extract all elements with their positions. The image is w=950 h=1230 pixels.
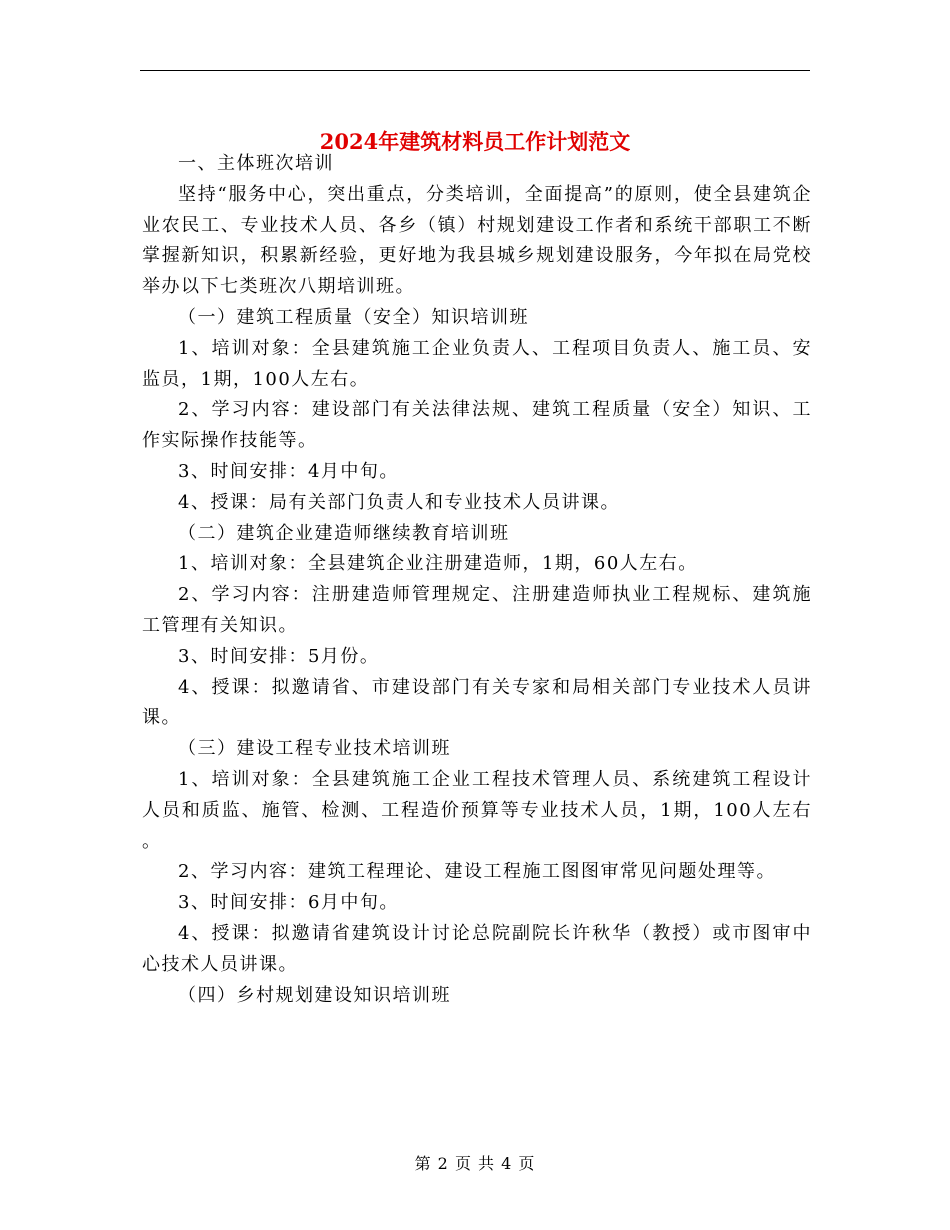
section-heading: 一、主体班次培训 [178, 153, 334, 174]
subsection-heading: （一）建筑工程质量（安全）知识培训班 [178, 306, 529, 328]
header-rule [140, 70, 810, 71]
list-item: 1、培训对象：全县建筑企业注册建造师，1期，60人左右。 [178, 553, 698, 575]
list-item: 2、学习内容：建筑工程理论、建设工程施工图图审常见问题处理等。 [178, 861, 776, 883]
subsection-heading: （四）乡村规划建设知识培训班 [178, 984, 451, 1006]
list-item: 3、时间安排：4月中旬。 [178, 460, 399, 482]
page-number-footer: 第 2 页 共 4 页 [414, 1154, 536, 1173]
list-item: 1、培训对象：全县建筑施工企业负责人、工程项目负责人、施工员、安监员，1期，100人左右。 [142, 337, 812, 390]
subsection-heading: （三）建设工程专业技术培训班 [178, 738, 451, 760]
list-item: 2、学习内容：建设部门有关法律法规、建筑工程质量（安全）知识、工作实际操作技能等。 [142, 399, 812, 452]
list-item: 3、时间安排：6月中旬。 [178, 892, 399, 914]
list-item: 4、授课：拟邀请省建筑设计讨论总院副院长许秋华（教授）或市图审中心技术人员讲课。 [142, 922, 812, 975]
document-title: 2024年建筑材料员工作计划范文 [319, 129, 631, 155]
list-item: 1、培训对象：全县建筑施工企业工程技术管理人员、系统建筑工程设计人员和质监、施管、检测、工程造价预算等专业技术人员，1期，100人左右。 [142, 768, 812, 852]
document-body [142, 149, 812, 1011]
list-item: 2、学习内容：注册建造师管理规定、注册建造师执业工程规标、建筑施工管理有关知识。 [142, 584, 812, 636]
list-item: 4、授课：局有关部门负责人和专业技术人员讲课。 [178, 491, 620, 513]
list-item: 3、时间安排：5月份。 [178, 645, 380, 667]
list-item: 4、授课：拟邀请省、市建设部门有关专家和局相关部门专业技术人员讲课。 [142, 676, 812, 729]
subsection-heading: （二）建筑企业建造师继续教育培训班 [178, 522, 510, 544]
body-paragraph: 坚持“服务中心，突出重点，分类培训，全面提高”的原则，使全县建筑企业农民工、专业技术人员、各乡（镇）村规划建设工作者和系统干部职工不断掌握新知识，积累新经验，更好地为我县城乡规划建设服务，今年拟在局党校举办以下七类班次八期培训班。 [142, 183, 812, 298]
